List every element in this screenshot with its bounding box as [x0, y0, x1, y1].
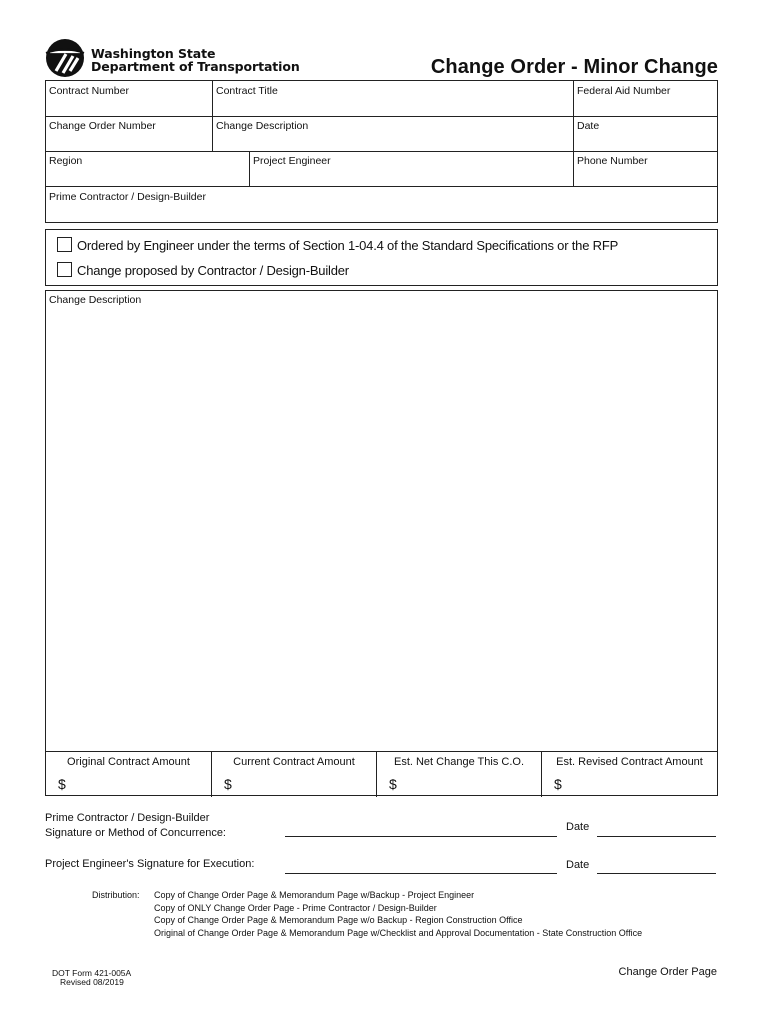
date-field[interactable]: Date: [577, 120, 600, 132]
wsdot-logo-icon: [44, 37, 86, 79]
agency-name: [91, 47, 300, 73]
region-field[interactable]: Region: [49, 155, 83, 167]
change-description-field[interactable]: Change Description: [216, 120, 309, 132]
agency-line-2: Department of Transportation: [91, 59, 300, 74]
net-change-cell[interactable]: [377, 752, 542, 797]
proposed-by-contractor-checkbox[interactable]: [57, 262, 72, 277]
contractor-signature-label-line-2: Signature or Method of Concurrence:: [45, 827, 226, 839]
distribution-item: Copy of Change Order Page & Memorandum Page w/Backup - Project Engineer: [154, 890, 475, 900]
original-amount-currency: $: [58, 776, 66, 792]
contractor-date-label: Date: [566, 821, 590, 833]
page-name: Change Order Page: [618, 966, 717, 978]
current-amount-currency: $: [224, 776, 232, 792]
original-amount-cell[interactable]: [46, 752, 212, 797]
contractor-signature-label-line-1: Prime Contractor / Design-Builder: [45, 812, 210, 824]
change-order-number-field[interactable]: Change Order Number: [49, 120, 156, 132]
distribution-list: [154, 889, 642, 939]
agency-line-1: Washington State: [91, 46, 216, 61]
ordered-by-engineer-checkbox[interactable]: [57, 237, 72, 252]
project-engineer-field[interactable]: Project Engineer: [253, 155, 331, 167]
distribution-label: Distribution:: [92, 890, 140, 900]
revision-date: Revised 08/2019: [60, 977, 124, 987]
distribution-item: Copy of Change Order Page & Memorandum Page w/o Backup - Region Construction Office: [154, 915, 523, 925]
engineer-signature-line[interactable]: [285, 873, 557, 874]
contractor-date-line[interactable]: [597, 836, 716, 837]
engineer-signature-label: Project Engineer's Signature for Execution:: [45, 858, 255, 870]
net-change-currency: $: [389, 776, 397, 792]
change-origin-options: [45, 229, 718, 286]
distribution-item: Original of Change Order Page & Memorandum Page w/Checklist and Approval Documentation - State Construction Office: [154, 927, 643, 938]
contract-number-field[interactable]: Contract Number: [49, 85, 129, 97]
contract-info-grid: [45, 80, 718, 223]
revised-amount-currency: $: [554, 776, 562, 792]
federal-aid-number-field[interactable]: Federal Aid Number: [577, 85, 671, 97]
proposed-by-contractor-label: Change proposed by Contractor / Design-Builder: [77, 263, 349, 278]
amounts-row: [46, 751, 717, 796]
contract-title-field[interactable]: Contract Title: [216, 85, 278, 97]
net-change-label: Est. Net Change This C.O.: [393, 756, 525, 768]
revised-amount-label: Est. Revised Contract Amount: [556, 756, 703, 768]
change-description-box[interactable]: [45, 290, 718, 796]
engineer-date-line[interactable]: [597, 873, 716, 874]
current-amount-label: Current Contract Amount: [233, 756, 355, 768]
revised-amount-cell[interactable]: [542, 752, 717, 797]
distribution-item: Copy of ONLY Change Order Page - Prime Contractor / Design-Builder: [154, 902, 437, 913]
change-description-label: Change Description: [49, 294, 142, 306]
phone-number-field[interactable]: Phone Number: [577, 155, 648, 167]
form-number-text: DOT Form 421-005A: [52, 968, 132, 978]
form-number: [52, 969, 131, 987]
current-amount-cell[interactable]: [212, 752, 377, 797]
original-amount-label: Original Contract Amount: [67, 756, 190, 768]
engineer-date-label: Date: [566, 859, 590, 871]
contractor-signature-label: [45, 811, 226, 841]
prime-contractor-field[interactable]: Prime Contractor / Design-Builder: [49, 191, 206, 203]
form-title: Change Order - Minor Change: [430, 56, 718, 78]
ordered-by-engineer-label: Ordered by Engineer under the terms of Section 1-04.4 of the Standard Specifications or the RFP: [77, 238, 619, 253]
contractor-signature-line[interactable]: [285, 836, 557, 837]
